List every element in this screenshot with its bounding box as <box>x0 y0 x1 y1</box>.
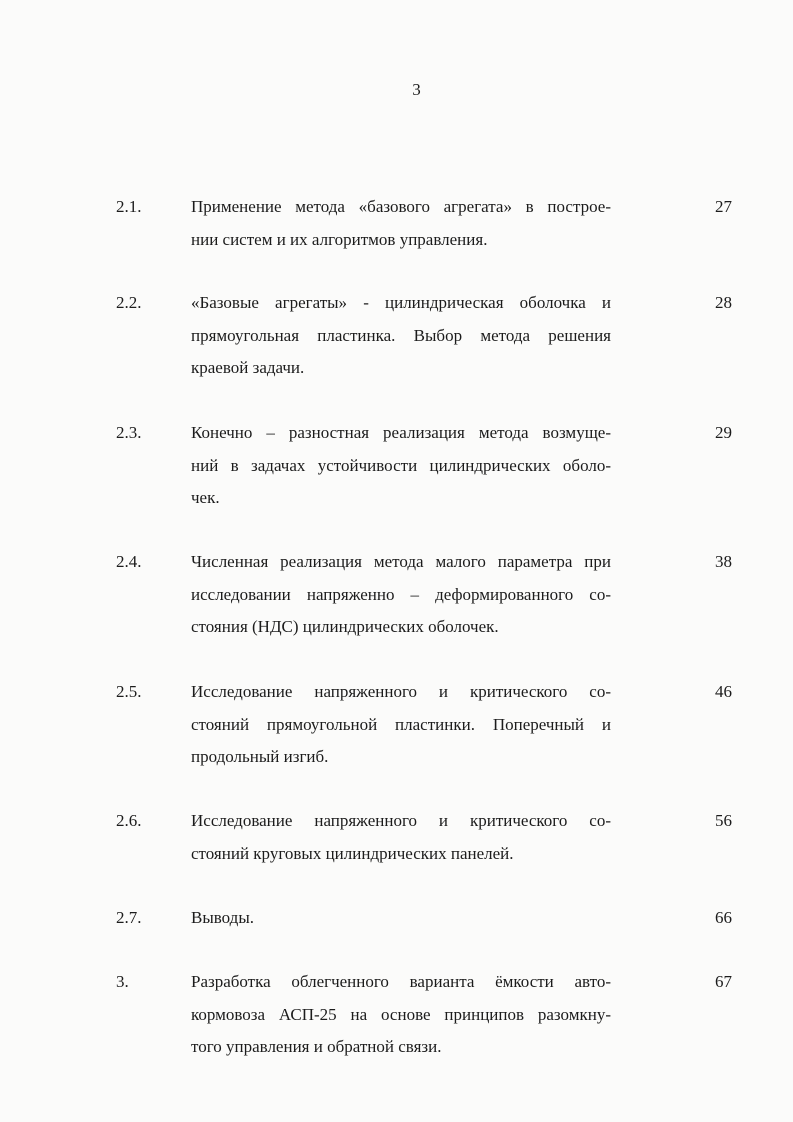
toc-title-line: краевой задачи. <box>191 358 305 377</box>
toc-title-line: стояний прямоугольной пластинки. Поперечный и <box>191 714 611 734</box>
toc-title-line: «Базовые агрегаты» - цилиндрическая оболочка и <box>191 293 611 312</box>
page-number: 3 <box>412 80 421 99</box>
toc-title-line: того управления и обратной связи. <box>191 1037 442 1056</box>
toc-entry-title <box>191 805 611 870</box>
toc-title-line: продольный изгиб. <box>191 747 329 766</box>
toc-entry-number: 2.2. <box>116 293 142 312</box>
toc-title-line: Исследование напряженного и критического со- <box>191 682 611 701</box>
toc-title-line: чек. <box>191 488 220 507</box>
toc-title-line: кормовоза АСП-25 на основе принципов разомкну- <box>191 1004 611 1024</box>
toc-entry-title <box>191 546 611 644</box>
toc-entry-number: 2.7. <box>116 908 142 927</box>
toc-title-line: Разработка облегченного варианта ёмкости авто- <box>191 972 611 991</box>
toc-entry-page: 56 <box>715 811 732 830</box>
toc-title-line: стояний круговых цилиндрических панелей. <box>191 843 514 863</box>
toc-title-line: ний в задачах устойчивости цилиндрических оболо- <box>191 455 611 475</box>
toc-entry-page: 67 <box>715 972 732 991</box>
toc-entry-page: 66 <box>715 908 732 927</box>
toc-entry-number: 3. <box>116 972 129 991</box>
toc-entry-title <box>191 902 611 935</box>
toc-entry-page: 27 <box>715 197 732 216</box>
toc-title-line: исследовании напряженно – деформированного со- <box>191 584 611 604</box>
toc-entry-page: 38 <box>715 552 732 571</box>
toc-entry-title <box>191 191 611 256</box>
toc-title-line: Выводы. <box>191 908 255 927</box>
toc-entry-title <box>191 676 611 774</box>
toc-title-line: прямоугольная пластинка. Выбор метода решения <box>191 325 611 345</box>
toc-title-line: стояния (НДС) цилиндрических оболочек. <box>191 617 499 636</box>
toc-entry-number: 2.3. <box>116 423 142 442</box>
toc-entry-title <box>191 287 611 385</box>
toc-title-line: Исследование напряженного и критического со- <box>191 811 611 830</box>
toc-entry-number: 2.6. <box>116 811 142 830</box>
toc-entry-number: 2.5. <box>116 682 142 701</box>
toc-title-line: Конечно – разностная реализация метода возмуще- <box>191 423 611 442</box>
toc-entry-number: 2.4. <box>116 552 142 571</box>
toc-entry-title <box>191 966 611 1064</box>
toc-title-line: Применение метода «базового агрегата» в построе- <box>191 197 611 216</box>
toc-entry-page: 46 <box>715 682 732 701</box>
toc-entry-page: 29 <box>715 423 732 442</box>
toc-entry-number: 2.1. <box>116 197 142 216</box>
toc-entry-page: 28 <box>715 293 732 312</box>
toc-entry-title <box>191 417 611 515</box>
toc-title-line: Численная реализация метода малого параметра при <box>191 552 611 571</box>
toc-title-line: нии систем и их алгоритмов управления. <box>191 229 488 249</box>
